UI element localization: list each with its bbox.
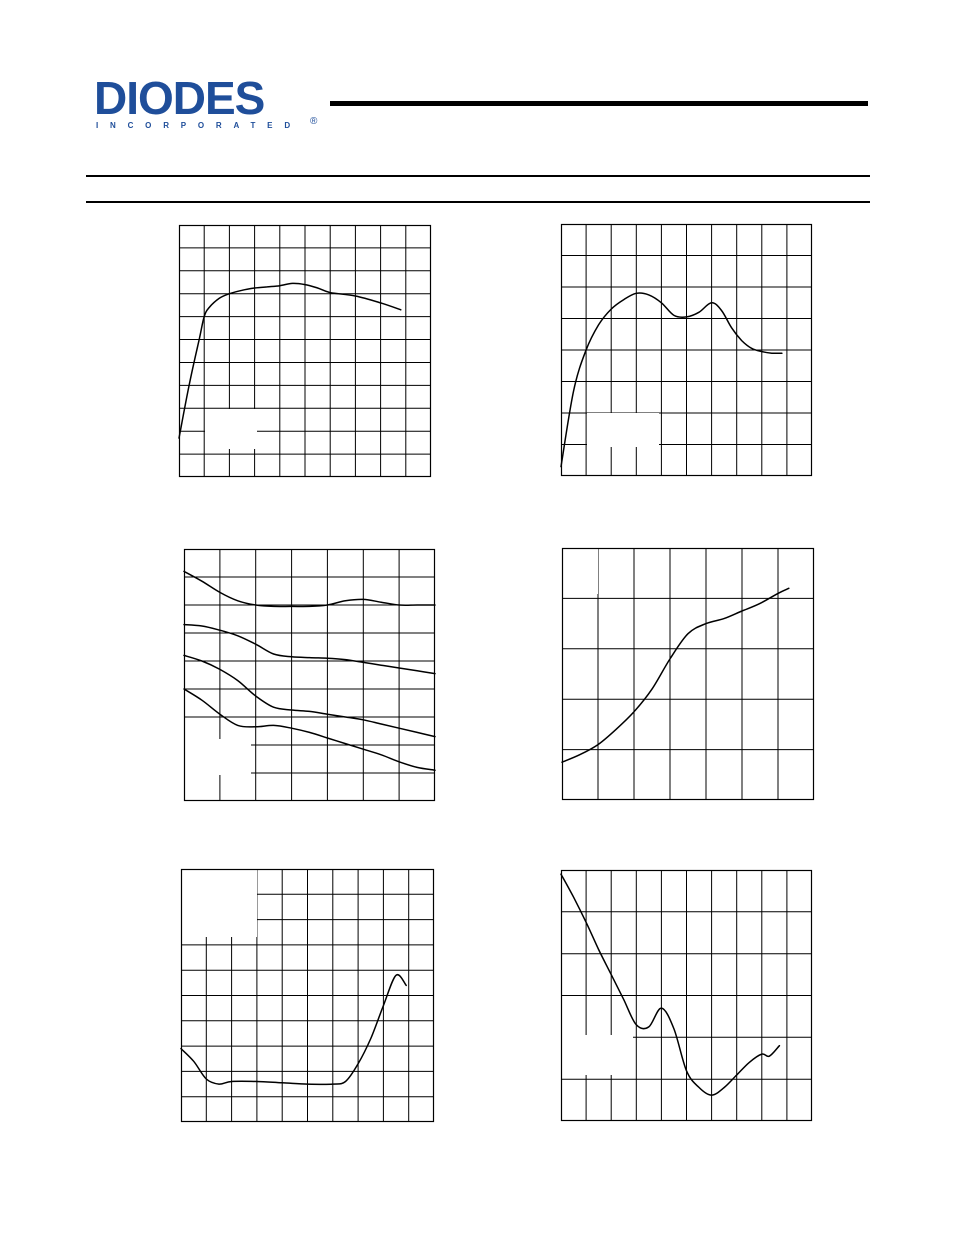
chart-2 — [561, 224, 812, 476]
chart-4-series-1 — [562, 588, 789, 762]
logo-wordmark: DIODES — [94, 72, 265, 124]
header-bar — [330, 101, 868, 106]
chart-5-plot — [181, 869, 434, 1122]
title-rule-bottom — [86, 201, 870, 203]
chart-3-plot — [184, 549, 435, 801]
chart-5-series-1 — [181, 975, 406, 1085]
chart-3-series-2 — [184, 625, 435, 674]
chart-4-grid — [562, 548, 814, 800]
chart-1-plot — [179, 225, 431, 477]
chart-2-legend-box — [587, 413, 659, 447]
chart-6-legend-box — [561, 1035, 633, 1075]
chart-6 — [561, 870, 812, 1121]
chart-4-plot — [562, 548, 814, 800]
chart-5 — [181, 869, 434, 1122]
chart-1-legend-box — [205, 409, 257, 449]
chart-4-frame — [563, 549, 814, 800]
diodes-logo — [92, 72, 324, 134]
chart-6-grid — [561, 870, 812, 1121]
chart-5-legend-box — [181, 869, 257, 937]
chart-3-legend-box — [184, 739, 251, 775]
chart-4-legend-box — [562, 548, 598, 594]
chart-2-plot — [561, 224, 812, 476]
title-rule-top — [86, 175, 870, 177]
logo-tagline: INCORPORATED — [96, 121, 302, 130]
chart-1 — [179, 225, 431, 477]
chart-6-plot — [561, 870, 812, 1121]
chart-4 — [562, 548, 814, 800]
registered-mark: ® — [310, 116, 318, 127]
chart-3 — [184, 549, 435, 801]
